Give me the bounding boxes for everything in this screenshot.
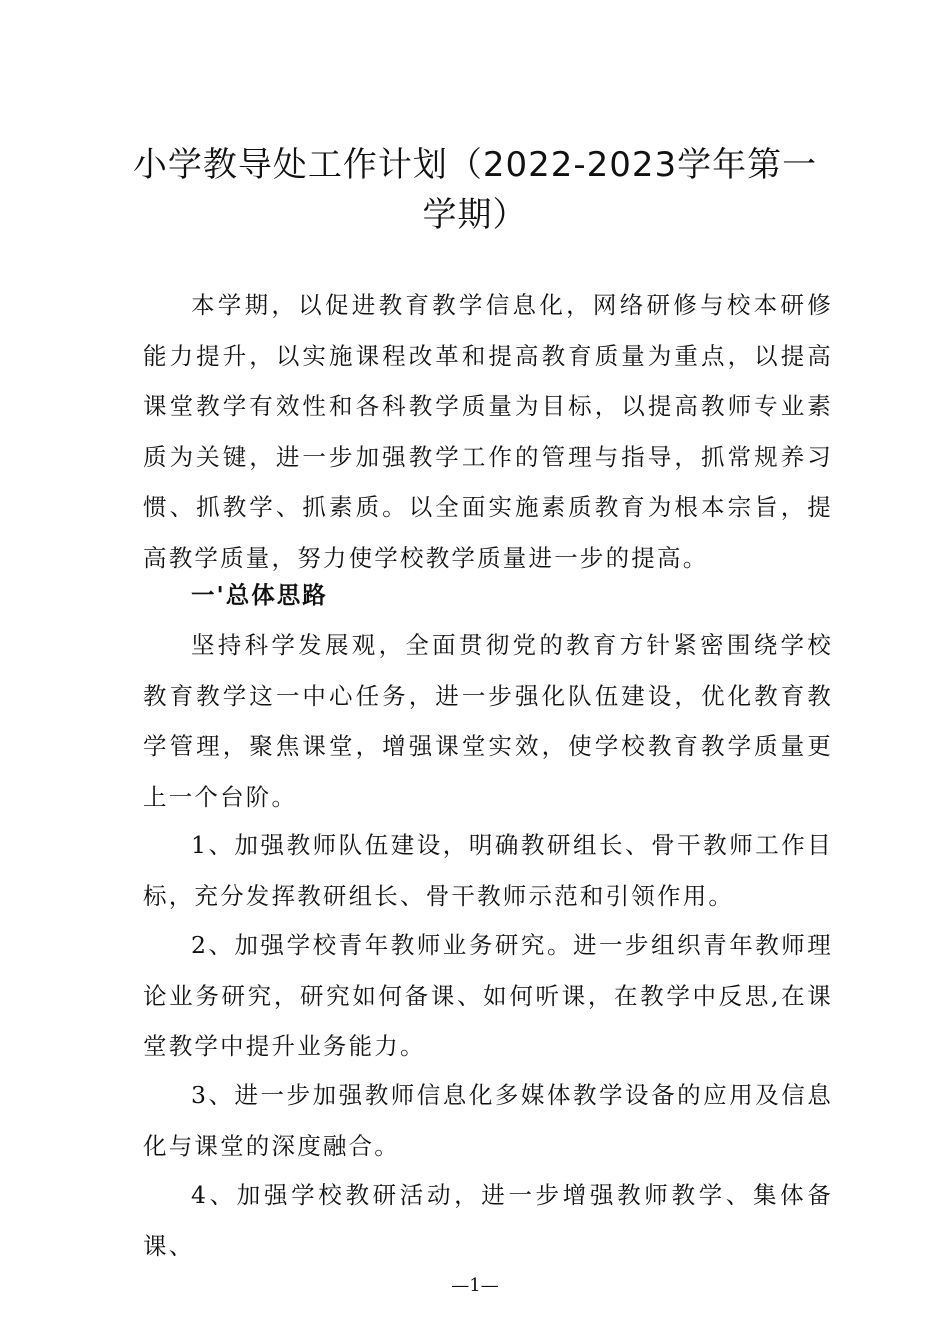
list-item: 3、进一步加强教师信息化多媒体教学设备的应用及信息化与课堂的深度融合。 [143,1081,833,1160]
section-heading: 一'总体思路 [191,581,328,609]
page-number: —1— [451,1275,499,1296]
list-item: 4、加强学校教研活动，进一步增强教师教学、集体备课、 [143,1181,833,1260]
list-item: 2、加强学校青年教师业务研究。进一步组织青年教师理论业务研究，研究如何备课、如何听课，在教学中反思,在课堂教学中提升业务能力。 [143,931,833,1060]
section-paragraph: 坚持科学发展观，全面贯彻党的教育方针紧密围绕学校教育教学这一中心任务，进一步强化队伍建设，优化教育教学管理，聚焦课堂，增强课堂实效，使学校教育教学质量更上一个台阶。 [143,631,833,811]
intro-paragraph: 本学期，以促进教育教学信息化，网络研修与校本研修能力提升，以实施课程改革和提高教育质量为重点，以提高课堂教学有效性和各科教学质量为目标，以提高教师专业素质为关键，进一步加强教学工作的管理与指导，抓常规养习惯、抓教学、抓素质。以全面实施素质教育为根本宗旨，提高教学质量，努力使学校教学质量进一步的提高。 [143,291,833,572]
document-title: 小学教导处工作计划（2022-2023学年第一学期） [132,145,818,235]
list-item: 1、加强教师队伍建设，明确教研组长、骨干教师工作目标，充分发挥教研组长、骨干教师示范和引领作用。 [143,831,833,910]
